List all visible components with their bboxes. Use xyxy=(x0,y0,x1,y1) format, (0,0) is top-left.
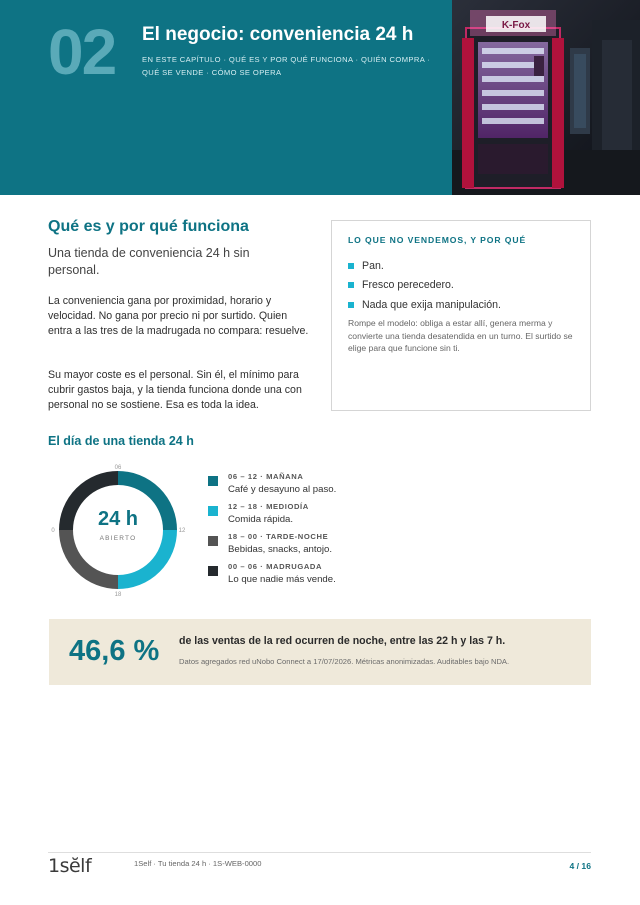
legend-hours: 00 – 06 · MADRUGADA xyxy=(228,562,323,571)
bullet-square-icon xyxy=(348,282,354,288)
legend-desc: Comida rápida. xyxy=(228,514,294,525)
donut-center-value: 24 h xyxy=(97,508,139,530)
day-section-title: El día de una tienda 24 h xyxy=(48,434,194,448)
not-sold-note: Rompe el modelo: obliga a estar allí, genera merma y convierte una tienda desatendida en un turno. El surtido se elige para que funcione sin ti. xyxy=(348,318,573,353)
footer-divider xyxy=(48,852,591,853)
legend-swatch xyxy=(208,506,218,516)
list-item xyxy=(348,276,501,296)
paragraph-proximity: La conveniencia gana por proximidad, horario y velocidad. No gana por precio ni por surtido. Quien entra a las tres de la madrugada no compara: resuelve. xyxy=(48,295,309,337)
vending-sign-text: K-Fox xyxy=(501,20,531,31)
legend-item-midday xyxy=(208,500,336,530)
donut-center-label: ABIERTO xyxy=(99,535,137,542)
vending-machine-photo xyxy=(452,0,640,195)
legend-hours: 12 – 18 · MEDIODÍA xyxy=(228,502,309,511)
hours-donut-chart xyxy=(48,460,188,600)
list-item-text: Nada que exija manipulación. xyxy=(362,298,501,311)
tick-label-right: 12 xyxy=(178,528,186,534)
list-item xyxy=(348,256,501,276)
legend-hours: 18 – 00 · TARDE-NOCHE xyxy=(228,532,329,541)
tick-label-bottom: 18 xyxy=(114,592,122,598)
chapter-subtitle: EN ESTE CAPÍTULO · QUÉ ES Y POR QUÉ FUNCIONA · QUIÉN COMPRA · QUÉ SE VENDE · CÓMO SE OPERA xyxy=(142,55,431,77)
bullet-square-icon xyxy=(348,263,354,269)
bullet-square-icon xyxy=(348,302,354,308)
paragraph-staff-cost: Su mayor coste es el personal. Sin él, el mínimo para cubrir gastos baja, y la tienda funciona donde una con personal no se sostiene. Esa es toda la idea. xyxy=(48,369,302,411)
legend-item-evening xyxy=(208,530,336,560)
night-sales-stat xyxy=(49,619,591,685)
legend-item-night xyxy=(208,560,336,590)
stat-text: de las ventas de la red ocurren de noche, entre las 22 h y las 7 h. xyxy=(179,635,506,647)
not-sold-list xyxy=(348,256,501,315)
stat-value: 46,6 % xyxy=(69,635,160,667)
section-lead: Una tienda de conveniencia 24 h sin personal. xyxy=(48,246,250,277)
list-item-text: Pan. xyxy=(362,259,384,272)
section-title: Qué es y por qué funciona xyxy=(48,218,249,235)
list-item xyxy=(348,295,501,315)
tick-label-top: 06 xyxy=(114,465,122,471)
legend-swatch xyxy=(208,566,218,576)
chapter-title: El negocio: conveniencia 24 h xyxy=(142,24,414,45)
not-sold-box xyxy=(331,220,591,411)
footer-text: 1Self · Tu tienda 24 h · 1S-WEB-0000 xyxy=(134,859,262,868)
legend-desc: Lo que nadie más vende. xyxy=(228,574,336,585)
page-number: 4 / 16 xyxy=(569,861,591,871)
hours-legend xyxy=(208,470,336,590)
chapter-number: 02 xyxy=(48,16,116,88)
not-sold-title: LO QUE NO VENDEMOS, Y POR QUÉ xyxy=(348,235,527,245)
vending-machine-illustration xyxy=(452,0,640,195)
tick-label-left: 0 xyxy=(51,528,55,534)
legend-desc: Bebidas, snacks, antojo. xyxy=(228,544,332,555)
stat-note: Datos agregados red uNobo Connect a 17/07/2026. Métricas anonimizadas. Auditables bajo NDA. xyxy=(179,657,510,666)
legend-swatch xyxy=(208,476,218,486)
legend-hours: 06 – 12 · MAÑANA xyxy=(228,472,304,481)
legend-desc: Café y desayuno al paso. xyxy=(228,484,337,495)
legend-swatch xyxy=(208,536,218,546)
brand-logo: 1sĕlf xyxy=(48,855,92,877)
list-item-text: Fresco perecedero. xyxy=(362,279,454,292)
legend-item-morning xyxy=(208,470,336,500)
